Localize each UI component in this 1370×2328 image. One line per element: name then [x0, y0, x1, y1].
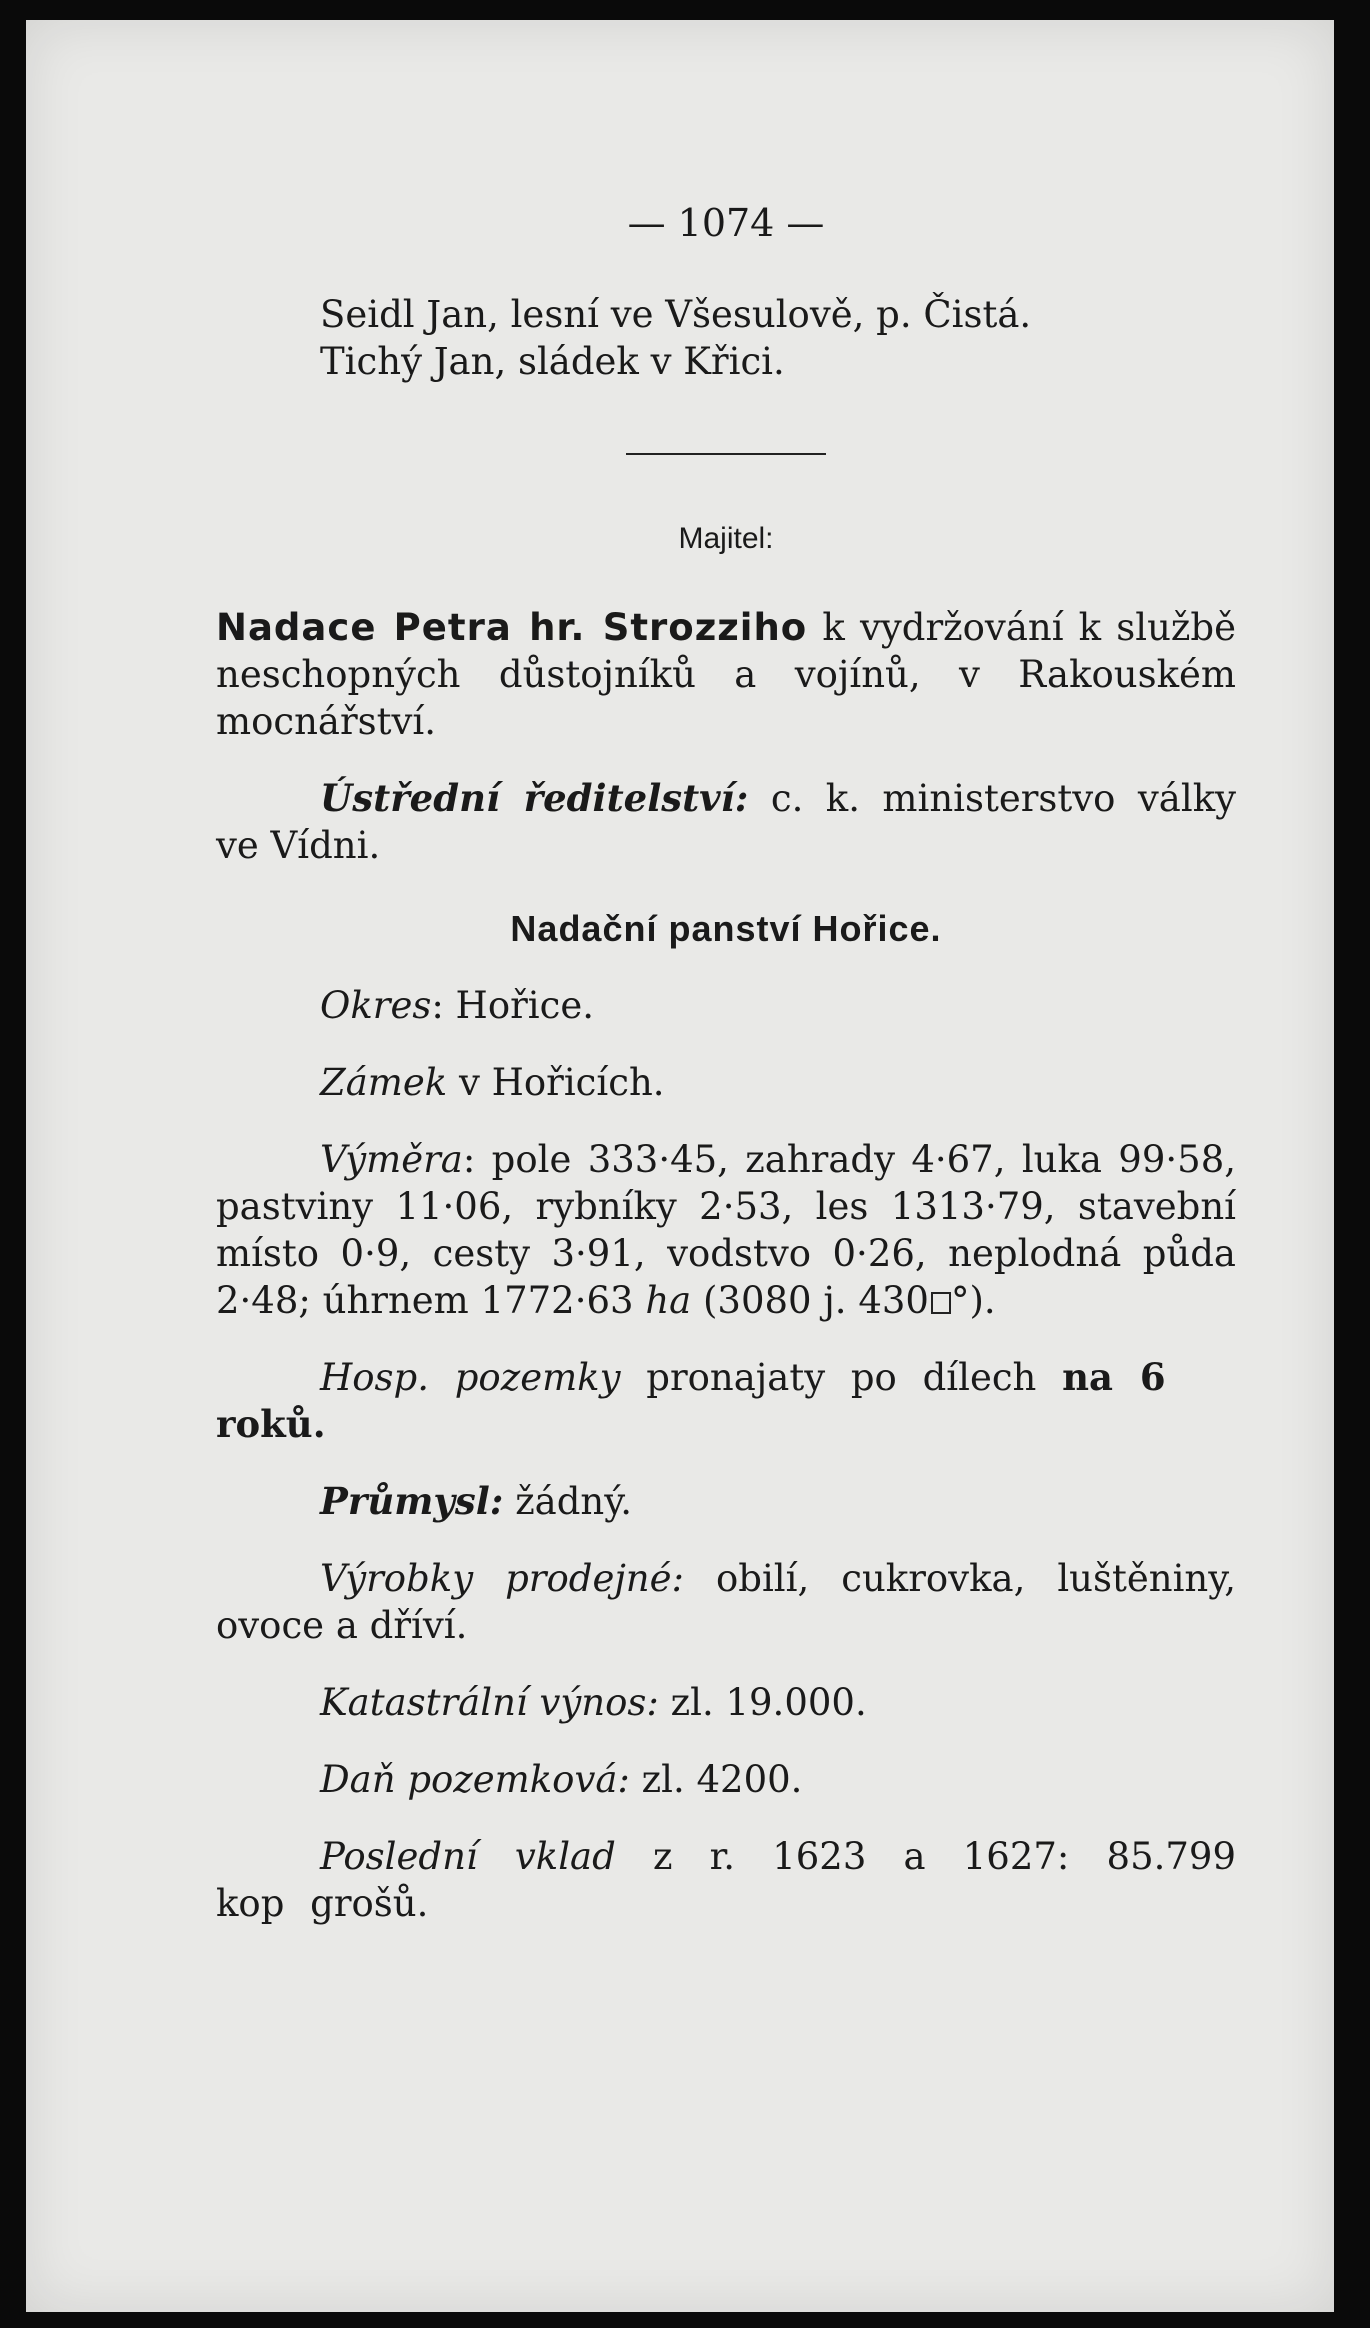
person-entry: Seidl Jan, lesní ve Všesulově, p. Čistá.	[320, 293, 1032, 336]
farm-land-emph: na 6 roků.	[216, 1355, 1166, 1446]
area-label: Výměra	[320, 1138, 463, 1181]
products-value: obilí, cukrovka, luštěniny, ovoce a dříví.	[216, 1557, 1236, 1647]
land-tax-line	[216, 1756, 1236, 1803]
industry-label: Průmysl:	[320, 1479, 504, 1523]
area-text: : pole 333·45, zahrady 4·67, luka 99·58, pastviny 11·06, rybníky 2·53, les 1313·79, stavební místo 0·9, cesty 3·91, vodstvo 0·26, neplodná půda 2·48; úhrnem 1772·63	[216, 1138, 1236, 1322]
industry-value: žádný.	[515, 1480, 633, 1523]
foundation-purpose: k vydržování k službě neschopných důstojníků a vojínů, v Rakouském mocnářství.	[216, 606, 1236, 743]
area-unit: ha	[645, 1279, 692, 1322]
farm-land-label: Hosp. pozemky	[320, 1356, 621, 1399]
castle-value: v Hořicích.	[458, 1061, 665, 1104]
foundation-name: Nadace Petra hr. Strozziho	[216, 606, 808, 649]
divider-rule	[626, 453, 826, 455]
farm-land-text: pronajaty po dílech	[646, 1356, 1037, 1399]
castle-label: Zámek	[320, 1061, 448, 1104]
district-line	[216, 982, 1236, 1029]
products-paragraph	[216, 1555, 1236, 1649]
last-deposit-value: z r. 1623 a 1627: 85.799 kop grošů.	[216, 1835, 1237, 1925]
foundation-paragraph	[216, 604, 1236, 745]
central-office-label: Ústřední ředitelství:	[320, 776, 749, 820]
cadastral-yield-label: Katastrální výnos:	[320, 1681, 659, 1724]
area-paragraph	[216, 1136, 1236, 1324]
square-symbol-icon	[931, 1292, 951, 1314]
district-value: : Hořice.	[431, 984, 594, 1027]
page-content	[216, 200, 1236, 1927]
person-entry: Tichý Jan, sládek v Křici.	[320, 340, 785, 383]
central-office-paragraph	[216, 775, 1236, 869]
person-list	[216, 291, 1236, 385]
cadastral-yield-value: zl. 19.000.	[670, 1681, 867, 1724]
products-label: Výrobky prodejné:	[320, 1557, 684, 1600]
page-number: — 1074 —	[627, 201, 825, 245]
estate-title: Nadační panství Hořice.	[510, 908, 942, 949]
district-label: Okres	[320, 984, 432, 1027]
industry-line	[216, 1478, 1236, 1525]
last-deposit-paragraph	[216, 1833, 1236, 1927]
land-tax-label: Daň pozemková:	[320, 1758, 630, 1801]
area-extra-after: °).	[950, 1279, 996, 1322]
last-deposit-label: Poslední vklad	[320, 1835, 616, 1878]
area-extra-before: (3080 j. 430	[702, 1279, 929, 1322]
castle-line	[216, 1059, 1236, 1106]
owner-label: Majitel:	[678, 522, 774, 555]
cadastral-yield-line	[216, 1679, 1236, 1726]
farm-land-line	[216, 1354, 1236, 1448]
central-office-value: c. k. ministerstvo války ve Vídni.	[216, 777, 1237, 867]
land-tax-value: zl. 4200.	[641, 1758, 803, 1801]
book-page	[26, 20, 1334, 2312]
